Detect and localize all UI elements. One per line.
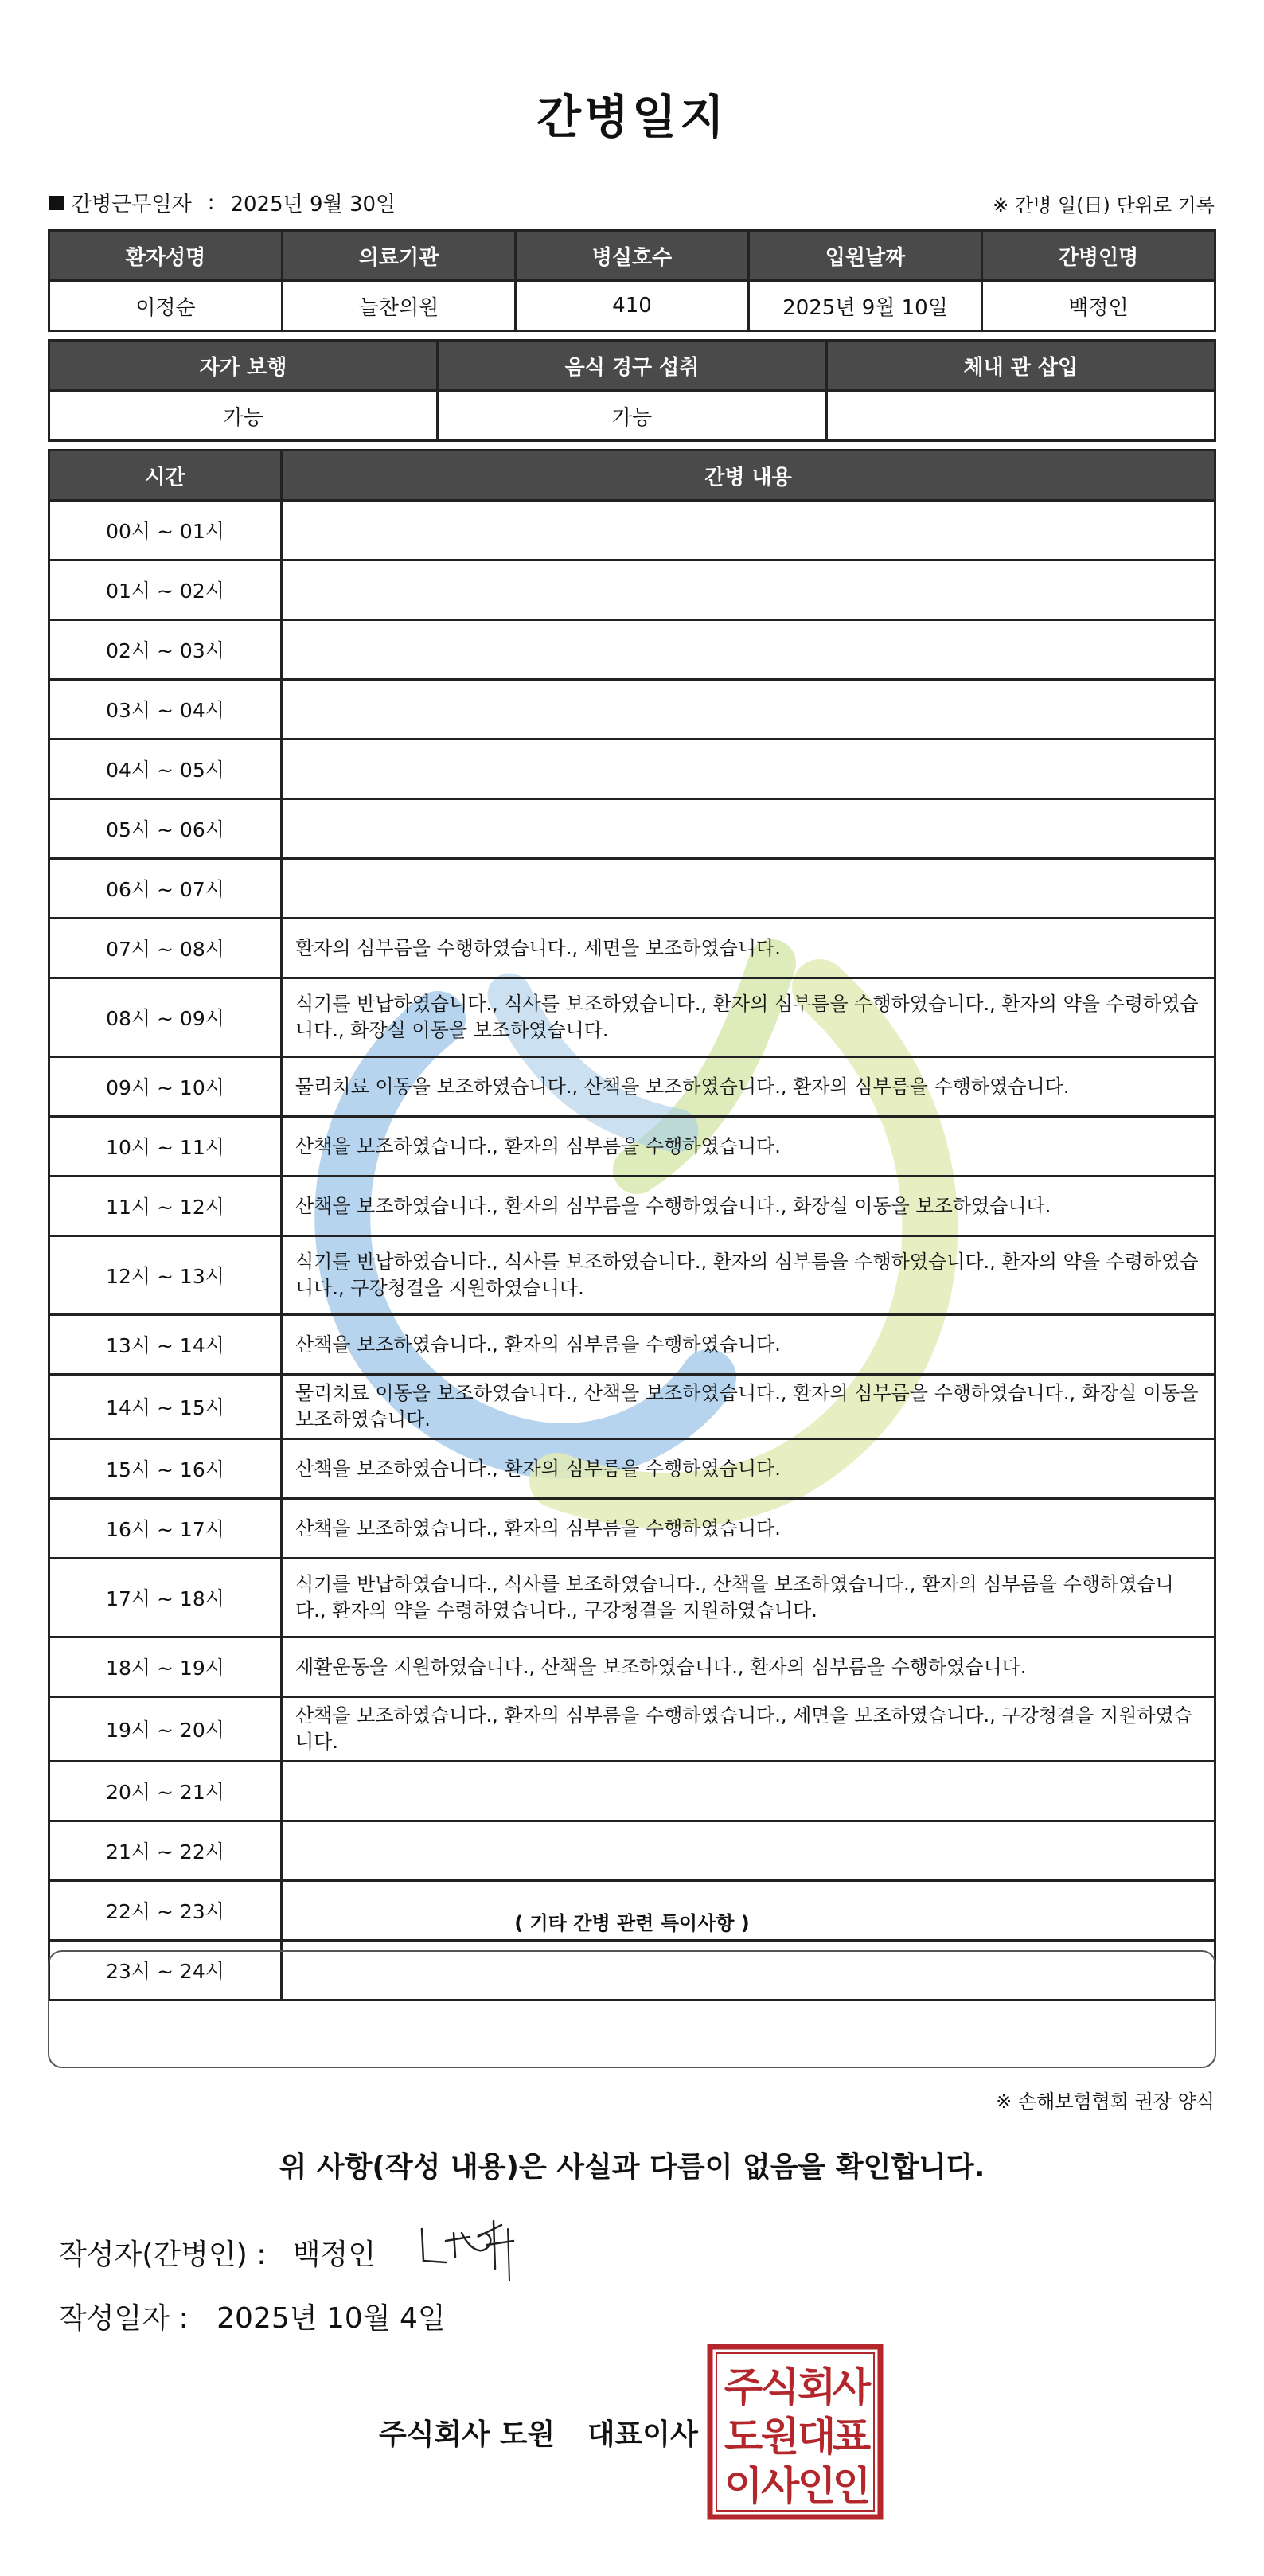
self-walking-value: 가능: [49, 391, 438, 441]
log-row: [49, 1559, 1215, 1637]
log-content: [282, 501, 1215, 560]
company-seal-stamp: [707, 2344, 884, 2520]
log-content: 산책을 보조하였습니다., 환자의 심부름을 수행하였습니다., 세면을 보조하였습니다., 구강청결을 지원하였습니다.: [282, 1697, 1215, 1762]
author-label: 작성자(간병인) :: [59, 2238, 267, 2271]
log-row: [49, 1697, 1215, 1762]
info-header: 환자성명: [49, 231, 283, 281]
svg-text:원: 원: [760, 2414, 800, 2460]
log-time: 13시 ~ 14시: [49, 1315, 282, 1375]
info-header: 입원날짜: [749, 231, 982, 281]
log-time: 19시 ~ 20시: [49, 1697, 282, 1762]
company-line: [379, 2412, 698, 2453]
log-content: 산책을 보조하였습니다., 환자의 심부름을 수행하였습니다., 화장실 이동을 보조하였습니다.: [282, 1177, 1215, 1236]
recommend-note: ※ 손해보험협회 권장 양식: [996, 2090, 1215, 2113]
svg-text:이: 이: [724, 2463, 763, 2509]
notes-title: ( 기타 간병 관련 특이사항 ): [514, 1912, 750, 1934]
written-date-line: [59, 2296, 446, 2336]
log-content: 산책을 보조하였습니다., 환자의 심부름을 수행하였습니다.: [282, 1315, 1215, 1375]
log-time: 09시 ~ 10시: [49, 1057, 282, 1117]
log-time: 05시 ~ 06시: [49, 799, 282, 859]
log-row: [49, 1499, 1215, 1559]
log-time: 11시 ~ 12시: [49, 1177, 282, 1236]
log-time: 22시 ~ 23시: [49, 1881, 282, 1941]
log-row: [49, 1762, 1215, 1821]
log-row: [49, 1057, 1215, 1117]
date-label: 작성일자 :: [59, 2302, 189, 2335]
ability-header: 자가 보행: [49, 341, 438, 391]
log-time: 12시 ~ 13시: [49, 1236, 282, 1315]
log-row: [49, 799, 1215, 859]
log-content: 식기를 반납하였습니다., 식사를 보조하였습니다., 환자의 심부름을 수행하였습니다., 환자의 약을 수령하였습니다., 화장실 이동을 보조하였습니다.: [282, 978, 1215, 1057]
log-time: 04시 ~ 05시: [49, 740, 282, 799]
svg-text:회: 회: [797, 2364, 837, 2410]
oral-intake-value: 가능: [438, 391, 826, 441]
svg-text:사: 사: [832, 2364, 872, 2410]
log-time: 17시 ~ 18시: [49, 1559, 282, 1637]
unit-note: ※ 간병 일(日) 단위로 기록: [993, 194, 1215, 217]
log-time: 18시 ~ 19시: [49, 1637, 282, 1697]
log-row: [49, 919, 1215, 978]
work-date-label: 간병근무일자: [72, 193, 192, 217]
log-content: 환자의 심부름을 수행하였습니다., 세면을 보조하였습니다.: [282, 919, 1215, 978]
log-time: 03시 ~ 04시: [49, 680, 282, 740]
log-content: [282, 1762, 1215, 1821]
log-row: [49, 859, 1215, 919]
log-content: [282, 560, 1215, 620]
admission-date: 2025년 9월 10일: [749, 281, 982, 331]
page-title: 간병일지: [536, 90, 728, 144]
log-content: [282, 859, 1215, 919]
ability-header: 체내 관 삽입: [826, 341, 1215, 391]
svg-text:식: 식: [760, 2364, 800, 2410]
ability-header: 음식 경구 섭취: [438, 341, 826, 391]
notes-box: [48, 1950, 1216, 2068]
log-header-time: 시간: [49, 451, 282, 501]
log-row: [49, 1375, 1215, 1439]
work-date: [49, 188, 396, 217]
date-value: 2025년 10월 4일: [217, 2302, 446, 2335]
log-row: [49, 1236, 1215, 1315]
log-row: [49, 680, 1215, 740]
svg-text:대: 대: [797, 2414, 837, 2460]
ceo-label: 대표이사: [587, 2418, 698, 2451]
info-header: 의료기관: [283, 231, 516, 281]
log-time: 14시 ~ 15시: [49, 1375, 282, 1439]
log-time: 06시 ~ 07시: [49, 859, 282, 919]
svg-text:표: 표: [832, 2414, 872, 2460]
log-time: 02시 ~ 03시: [49, 620, 282, 680]
author-name: 백정인: [292, 2238, 376, 2271]
log-content: [282, 799, 1215, 859]
log-content: 물리치료 이동을 보조하였습니다., 산책을 보조하였습니다., 환자의 심부름을 수행하였습니다., 화장실 이동을 보조하였습니다.: [282, 1375, 1215, 1439]
log-row: [49, 1821, 1215, 1881]
log-row: [49, 1117, 1215, 1177]
log-content: 식기를 반납하였습니다., 식사를 보조하였습니다., 환자의 심부름을 수행하였습니다., 환자의 약을 수령하였습니다., 구강청결을 지원하였습니다.: [282, 1236, 1215, 1315]
log-time: 20시 ~ 21시: [49, 1762, 282, 1821]
confirm-statement: 위 사항(작성 내용)은 사실과 다름이 없음을 확인합니다.: [279, 2151, 985, 2184]
svg-text:도: 도: [724, 2414, 763, 2460]
log-time: 08시 ~ 09시: [49, 978, 282, 1057]
log-content: [282, 1821, 1215, 1881]
company-name: 주식회사 도원: [379, 2418, 556, 2451]
svg-text:사: 사: [760, 2463, 800, 2509]
log-content: 재활운동을 지원하였습니다., 산책을 보조하였습니다., 환자의 심부름을 수행하였습니다.: [282, 1637, 1215, 1697]
log-time: 07시 ~ 08시: [49, 919, 282, 978]
log-time: 23시 ~ 24시: [49, 1941, 282, 2000]
svg-text:인: 인: [832, 2463, 872, 2509]
log-content: 식기를 반납하였습니다., 식사를 보조하였습니다., 산책을 보조하였습니다., 환자의 심부름을 수행하였습니다., 환자의 약을 수령하였습니다., 구강청결을 지원하였습니다.: [282, 1559, 1215, 1637]
info-header: 병실호수: [516, 231, 749, 281]
log-content: [282, 680, 1215, 740]
log-row: [49, 620, 1215, 680]
log-row: [49, 1637, 1215, 1697]
log-time: 16시 ~ 17시: [49, 1499, 282, 1559]
log-header-content: 간병 내용: [282, 451, 1215, 501]
work-date-value: 2025년 9월 30일: [230, 193, 396, 217]
svg-text:인: 인: [797, 2463, 837, 2509]
log-content: 물리치료 이동을 보조하였습니다., 산책을 보조하였습니다., 환자의 심부름을 수행하였습니다.: [282, 1057, 1215, 1117]
signature-image: [414, 2213, 525, 2285]
ability-table: [48, 339, 1216, 442]
log-content: [282, 740, 1215, 799]
log-row: [49, 978, 1215, 1057]
author-line: [59, 2232, 376, 2273]
medical-institution: 늘찬의원: [283, 281, 516, 331]
log-content: 산책을 보조하였습니다., 환자의 심부름을 수행하였습니다.: [282, 1499, 1215, 1559]
log-row: [49, 740, 1215, 799]
log-content: 산책을 보조하였습니다., 환자의 심부름을 수행하였습니다.: [282, 1117, 1215, 1177]
log-time: 21시 ~ 22시: [49, 1821, 282, 1881]
care-log-table: [48, 449, 1216, 2001]
work-date-sep: :: [207, 190, 215, 215]
patient-info-table: [48, 229, 1216, 332]
log-row: [49, 1315, 1215, 1375]
log-row: [49, 501, 1215, 560]
log-content: [282, 620, 1215, 680]
log-row: [49, 1439, 1215, 1499]
square-bullet-icon: [49, 196, 64, 210]
room-number: 410: [516, 281, 749, 331]
log-content: 산책을 보조하였습니다., 환자의 심부름을 수행하였습니다.: [282, 1439, 1215, 1499]
patient-name: 이정순: [49, 281, 283, 331]
caregiver-name: 백정인: [982, 281, 1215, 331]
info-header: 간병인명: [982, 231, 1215, 281]
log-row: [49, 1177, 1215, 1236]
log-time: 10시 ~ 11시: [49, 1117, 282, 1177]
log-time: 00시 ~ 01시: [49, 501, 282, 560]
log-row: [49, 560, 1215, 620]
log-time: 01시 ~ 02시: [49, 560, 282, 620]
svg-text:주: 주: [724, 2364, 763, 2410]
tube-insertion-value: [826, 391, 1215, 441]
log-time: 15시 ~ 16시: [49, 1439, 282, 1499]
